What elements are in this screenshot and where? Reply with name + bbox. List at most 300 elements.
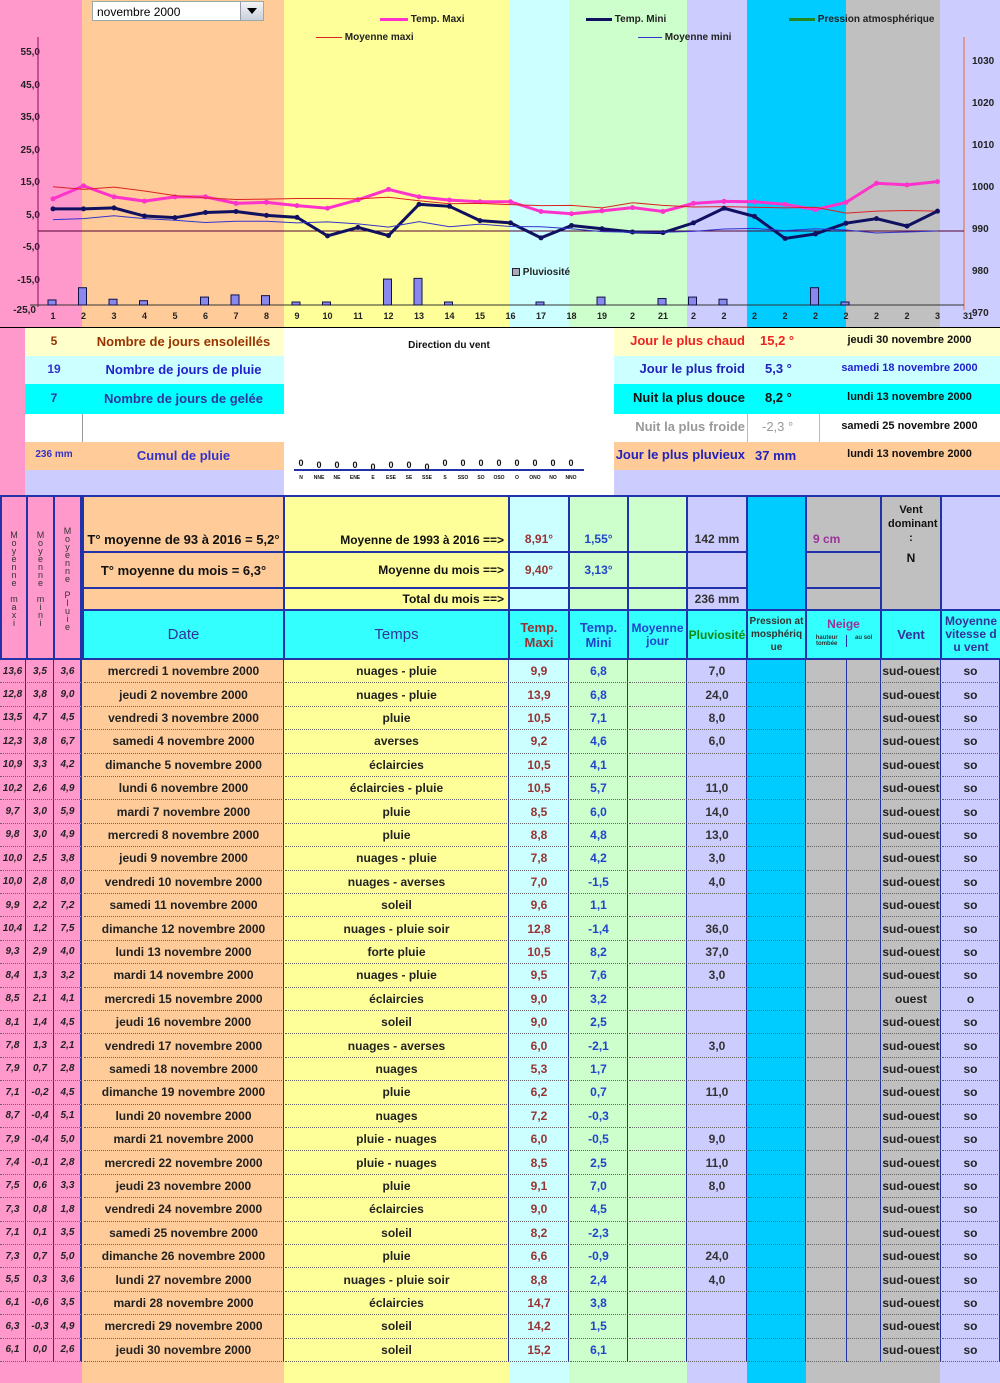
total-pluie-value: 236 mm: [688, 589, 746, 609]
record-mildest-night: [614, 384, 1000, 414]
cell-moyenne-jour: [629, 964, 687, 987]
cell-vitesse-vent: so: [942, 754, 1000, 777]
cell-neige-sol: [847, 964, 881, 987]
data-point: [600, 208, 605, 213]
cell-moyenne-pluie: 4,0: [55, 941, 82, 964]
cell-date: lundi 20 novembre 2000: [84, 1105, 284, 1128]
cell-temp-mini: -1,4: [570, 917, 628, 940]
cell-temps: soleil: [285, 894, 509, 917]
cell-neige-tombee: [807, 964, 847, 987]
cell-date: mardi 28 novembre 2000: [84, 1292, 284, 1315]
cell-neige-sol: [847, 730, 881, 753]
cell-date: mardi 14 novembre 2000: [84, 964, 284, 987]
wind-value: 0: [496, 458, 502, 468]
cell-moyenne-jour: [629, 1315, 687, 1338]
wind-chart-title: Direction du vent: [408, 340, 490, 351]
cell-pression: [748, 1339, 806, 1362]
cell-date: jeudi 23 novembre 2000: [84, 1175, 284, 1198]
cell-vitesse-vent: o: [942, 988, 1000, 1011]
record-label: Jour le plus pluvieux: [615, 447, 745, 462]
cell-temp-maxi: 8,2: [510, 1222, 569, 1245]
summary-value: 19: [47, 362, 61, 376]
table-row: [0, 847, 1000, 870]
cell-pression: [748, 871, 806, 894]
cell-vent: sud-ouest: [882, 777, 941, 800]
cell-neige-tombee: [807, 1268, 847, 1291]
cell-neige-tombee: [807, 1151, 847, 1174]
cell-moyenne-maxi: 7,3: [0, 1198, 26, 1221]
table-row: [0, 964, 1000, 987]
y-tick: -25,0: [13, 305, 36, 316]
cell-neige-sol: [847, 1058, 881, 1081]
wind-value: 0: [316, 460, 322, 470]
cell-moyenne-mini: 0,1: [27, 1222, 54, 1245]
y-tick: -15,0: [17, 275, 40, 286]
cell-vitesse-vent: so: [942, 800, 1000, 823]
pink-strip: [0, 328, 25, 495]
side-header-moyenne-mini: [28, 497, 53, 658]
cell-vent: sud-ouest: [882, 800, 941, 823]
cell-moyenne-mini: -0,3: [27, 1315, 54, 1338]
cell-pression: [748, 1058, 806, 1081]
table-row: [0, 683, 1000, 706]
cell-moyenne-mini: 2,1: [27, 988, 54, 1011]
data-table: [0, 660, 1000, 1383]
cell-pluviosite: 8,0: [688, 707, 747, 730]
table-row: [0, 1175, 1000, 1198]
cell-moyenne-jour: [629, 824, 687, 847]
cell-pression: [748, 1105, 806, 1128]
cell-temp-mini: 1,1: [570, 894, 628, 917]
record-date: lundi 13 novembre 2000: [847, 448, 972, 460]
data-point: [569, 223, 574, 228]
x-tick: 19: [596, 311, 607, 321]
cell-vitesse-vent: so: [942, 707, 1000, 730]
cell-moyenne-mini: -0,2: [27, 1081, 54, 1104]
x-tick: 15: [474, 311, 485, 321]
cell-pression: [748, 683, 806, 706]
cell-temps: pluie: [285, 1175, 509, 1198]
cell-moyenne-pluie: 4,9: [55, 777, 82, 800]
x-tick: 8: [263, 311, 269, 321]
x-tick: 9: [294, 311, 300, 321]
data-point: [691, 201, 696, 206]
cell-pluviosite: [688, 1222, 747, 1245]
cell-moyenne-pluie: 1,8: [55, 1198, 82, 1221]
wind-value: 0: [532, 458, 538, 468]
cell-neige-tombee: [807, 847, 847, 870]
x-tick: 21: [657, 311, 668, 321]
cell-moyenne-mini: 0,7: [27, 1058, 54, 1081]
cell-vent: sud-ouest: [882, 941, 941, 964]
x-tick: 2: [782, 311, 788, 321]
cell-moyenne-pluie: 3,6: [55, 1268, 82, 1291]
table-row: [0, 1128, 1000, 1151]
rain-bar: [109, 299, 117, 305]
cell-neige-tombee: [807, 917, 847, 940]
chart-plot: [0, 0, 1000, 327]
cell-moyenne-mini: 3,8: [27, 730, 54, 753]
cell-date: lundi 13 novembre 2000: [84, 941, 284, 964]
cell-neige-sol: [847, 1151, 881, 1174]
cell-vitesse-vent: so: [942, 871, 1000, 894]
x-tick: 17: [535, 311, 546, 321]
cell-date: jeudi 30 novembre 2000: [84, 1339, 284, 1362]
table-row: [0, 1011, 1000, 1034]
data-point: [447, 204, 452, 209]
cell-moyenne-mini: 0,6: [27, 1175, 54, 1198]
cell-neige-tombee: [807, 1128, 847, 1151]
rain-bar: [811, 288, 819, 305]
x-tick: 16: [505, 311, 516, 321]
cell-moyenne-mini: 3,3: [27, 754, 54, 777]
table-row: [0, 1315, 1000, 1338]
cell-moyenne-jour: [629, 1222, 687, 1245]
data-point: [81, 183, 86, 188]
cell-temp-mini: 6,0: [570, 800, 628, 823]
cell-moyenne-maxi: 7,1: [0, 1081, 26, 1104]
cell-temp-mini: 7,6: [570, 964, 628, 987]
cell-vent: sud-ouest: [882, 1292, 941, 1315]
data-point: [142, 214, 147, 219]
cell-vent: sud-ouest: [882, 730, 941, 753]
table-row: [0, 707, 1000, 730]
cell-moyenne-maxi: 6,1: [0, 1339, 26, 1362]
series-line: [53, 182, 938, 214]
cell-vent: sud-ouest: [882, 894, 941, 917]
blank-cell: [807, 589, 880, 609]
table-row: [0, 824, 1000, 847]
cell-vitesse-vent: so: [942, 941, 1000, 964]
cell-pluviosite: [688, 1315, 747, 1338]
table-row: [0, 1081, 1000, 1104]
cell-pression: [748, 1011, 806, 1034]
cell-neige-sol: [847, 1105, 881, 1128]
cell-date: dimanche 5 novembre 2000: [84, 754, 284, 777]
cell-vitesse-vent: so: [942, 1011, 1000, 1034]
cell-neige-tombee: [807, 1058, 847, 1081]
cell-vent: sud-ouest: [882, 1011, 941, 1034]
cell-temp-maxi: 10,5: [510, 707, 569, 730]
cell-pression: [748, 1081, 806, 1104]
x-tick: 31: [962, 311, 973, 321]
legend-label: Moyenne maxi: [344, 32, 414, 43]
cell-moyenne-jour: [629, 871, 687, 894]
cell-neige-sol: [847, 1128, 881, 1151]
summary-label: Nombre de jours de pluie: [105, 362, 262, 377]
cell-date: vendredi 3 novembre 2000: [84, 707, 284, 730]
divider: [747, 414, 748, 442]
cell-temp-maxi: 13,9: [510, 683, 569, 706]
data-point: [508, 220, 513, 225]
wind-value: 0: [334, 460, 340, 470]
data-point: [203, 194, 208, 199]
cell-moyenne-mini: 2,9: [27, 941, 54, 964]
cell-vitesse-vent: so: [942, 824, 1000, 847]
cell-temps: pluie - nuages: [285, 1151, 509, 1174]
blank-cell: [629, 589, 686, 609]
cell-vent: sud-ouest: [882, 1198, 941, 1221]
cell-moyenne-pluie: 5,9: [55, 800, 82, 823]
col-header-maxi: Temp. Maxi: [510, 611, 568, 658]
cell-vitesse-vent: so: [942, 964, 1000, 987]
col-header-pluie: Pluviosité: [688, 611, 746, 658]
cell-temps: nuages - averses: [285, 1034, 509, 1057]
cell-temp-maxi: 14,7: [510, 1292, 569, 1315]
wind-direction-label: OSO: [493, 475, 505, 481]
cell-moyenne-pluie: 3,5: [55, 1222, 82, 1245]
cell-moyenne-pluie: 4,5: [55, 1081, 82, 1104]
cell-neige-tombee: [807, 941, 847, 964]
data-point: [539, 209, 544, 214]
wind-value: 0: [406, 460, 412, 470]
cell-vent: sud-ouest: [882, 1339, 941, 1362]
cell-temps: nuages - pluie: [285, 660, 509, 683]
cell-moyenne-jour: [629, 1105, 687, 1128]
cell-vent: sud-ouest: [882, 847, 941, 870]
cell-moyenne-mini: 0,3: [27, 1268, 54, 1291]
cell-temp-maxi: 7,0: [510, 871, 569, 894]
cell-temp-maxi: 9,0: [510, 1011, 569, 1034]
cell-moyenne-pluie: 4,2: [55, 754, 82, 777]
x-tick: 3: [934, 311, 940, 321]
cell-temps: pluie: [285, 824, 509, 847]
col-header-vitesse: Moyenne vitesse du vent: [942, 611, 1000, 658]
cell-date: vendredi 24 novembre 2000: [84, 1198, 284, 1221]
hist-mini-value: 1,55°: [570, 497, 627, 551]
side-header-label: Moyenne Pluie: [62, 525, 73, 630]
rain-bar: [536, 302, 544, 305]
data-point: [935, 209, 940, 214]
cell-date: vendredi 17 novembre 2000: [84, 1034, 284, 1057]
x-tick: 3: [111, 311, 117, 321]
cell-pluviosite: 24,0: [688, 1245, 747, 1268]
table-row: [0, 800, 1000, 823]
wind-direction-label: NNE: [313, 475, 325, 481]
cell-pression: [748, 1292, 806, 1315]
wind-direction-label: ESE: [385, 475, 396, 481]
cell-moyenne-pluie: 2,8: [55, 1058, 82, 1081]
cell-pluviosite: [688, 1105, 747, 1128]
cell-date: mardi 7 novembre 2000: [84, 800, 284, 823]
neige-tombee-label: hauteur tombée: [807, 635, 847, 647]
table-row: [0, 1292, 1000, 1315]
wind-direction-label: NE: [333, 475, 341, 481]
weather-chart: [0, 0, 1000, 329]
record-label: Nuit la plus douce: [633, 390, 745, 405]
cell-temp-mini: 5,7: [570, 777, 628, 800]
cell-temps: nuages - pluie: [285, 847, 509, 870]
rain-bar: [79, 288, 87, 305]
cell-pression: [748, 707, 806, 730]
cell-temp-mini: 6,8: [570, 683, 628, 706]
cell-vitesse-vent: so: [942, 730, 1000, 753]
cell-temps: pluie: [285, 707, 509, 730]
x-tick: 2: [843, 311, 849, 321]
cell-neige-sol: [847, 871, 881, 894]
data-point: [478, 218, 483, 223]
legend-label: Pression atmosphérique: [817, 14, 935, 25]
neige-label: Neige: [827, 617, 860, 631]
cell-temp-mini: 4,6: [570, 730, 628, 753]
cell-moyenne-mini: -0,4: [27, 1105, 54, 1128]
cell-pression: [748, 1245, 806, 1268]
data-point: [203, 210, 208, 215]
cell-neige-tombee: [807, 1198, 847, 1221]
wind-value: 0: [460, 458, 466, 468]
cell-vitesse-vent: so: [942, 1175, 1000, 1198]
rain-bar: [323, 302, 331, 305]
wind-direction-label: ENE: [349, 475, 361, 481]
cell-vent: ouest: [882, 988, 941, 1011]
wind-direction-label: SE: [405, 475, 413, 481]
cell-pression: [748, 1034, 806, 1057]
data-point: [905, 224, 910, 229]
x-tick: 12: [383, 311, 394, 321]
cell-temp-maxi: 6,0: [510, 1128, 569, 1151]
wind-value: 0: [568, 458, 574, 468]
side-header-label: Moyenne maxi: [9, 529, 19, 626]
y-tick: -5,0: [22, 242, 40, 253]
cell-moyenne-maxi: 7,3: [0, 1245, 26, 1268]
cell-pluviosite: [688, 1292, 747, 1315]
cell-moyenne-pluie: 3,3: [55, 1175, 82, 1198]
cell-vitesse-vent: so: [942, 1245, 1000, 1268]
summary-row-rain: [25, 356, 284, 384]
x-tick: 5: [172, 311, 178, 321]
data-point: [752, 214, 757, 219]
cell-temps: forte pluie: [285, 941, 509, 964]
cell-temp-maxi: 9,2: [510, 730, 569, 753]
data-point: [51, 206, 56, 211]
cell-pluviosite: 11,0: [688, 777, 747, 800]
cell-neige-tombee: [807, 1292, 847, 1315]
col-header-pression: Pression atmosphérique: [748, 611, 805, 658]
cell-moyenne-jour: [629, 1081, 687, 1104]
cell-moyenne-maxi: 8,5: [0, 988, 26, 1011]
cell-moyenne-maxi: 9,3: [0, 941, 26, 964]
legend-label: Temp. Maxi: [410, 14, 465, 25]
cell-moyenne-mini: -0,4: [27, 1128, 54, 1151]
record-date: jeudi 30 novembre 2000: [847, 334, 972, 346]
cell-pluviosite: 37,0: [688, 941, 747, 964]
cell-moyenne-pluie: 6,7: [55, 730, 82, 753]
cell-pluviosite: [688, 1198, 747, 1221]
cell-date: jeudi 2 novembre 2000: [84, 683, 284, 706]
col-header-mini: Temp. Mini: [570, 611, 627, 658]
record-rainiest: [614, 442, 1000, 470]
record-label: Jour le plus froid: [639, 361, 745, 376]
cell-temp-mini: 0,7: [570, 1081, 628, 1104]
wind-value: 0: [424, 462, 430, 472]
cell-temp-mini: 2,5: [570, 1011, 628, 1034]
cell-moyenne-jour: [629, 1175, 687, 1198]
cell-temp-maxi: 9,5: [510, 964, 569, 987]
cell-vitesse-vent: so: [942, 894, 1000, 917]
cell-neige-sol: [847, 1198, 881, 1221]
cell-vitesse-vent: so: [942, 1128, 1000, 1151]
cell-temp-mini: -0,3: [570, 1105, 628, 1128]
data-point: [112, 205, 117, 210]
data-point: [325, 206, 330, 211]
cell-temp-maxi: 6,0: [510, 1034, 569, 1057]
cell-moyenne-jour: [629, 754, 687, 777]
cell-moyenne-jour: [629, 800, 687, 823]
cell-moyenne-maxi: 7,1: [0, 1222, 26, 1245]
cell-temps: éclaircies: [285, 988, 509, 1011]
wind-direction-label: SSO: [457, 475, 469, 481]
cell-temp-maxi: 8,8: [510, 1268, 569, 1291]
cell-date: mercredi 15 novembre 2000: [84, 988, 284, 1011]
blank-cell: [688, 553, 746, 587]
record-coldest: [614, 356, 1000, 384]
cell-vent: sud-ouest: [882, 1315, 941, 1338]
data-point: [81, 206, 86, 211]
table-row: [0, 1034, 1000, 1057]
cell-date: samedi 18 novembre 2000: [84, 1058, 284, 1081]
wind-direction-label: N: [299, 475, 303, 481]
cell-neige-sol: [847, 1268, 881, 1291]
cell-pluviosite: [688, 1339, 747, 1362]
total-row-label: Total du mois ==>: [285, 589, 508, 609]
cell-neige-sol: [847, 777, 881, 800]
data-point: [173, 215, 178, 220]
cell-neige-tombee: [807, 660, 847, 683]
data-point: [234, 209, 239, 214]
cell-temp-maxi: 12,8: [510, 917, 569, 940]
cell-moyenne-mini: 1,2: [27, 917, 54, 940]
x-tick: 18: [566, 311, 577, 321]
cell-date: samedi 11 novembre 2000: [84, 894, 284, 917]
cell-neige-sol: [847, 1034, 881, 1057]
cell-moyenne-jour: [629, 1245, 687, 1268]
cell-temp-mini: -1,5: [570, 871, 628, 894]
record-date: samedi 25 novembre 2000: [841, 420, 978, 432]
y2-tick: 980: [972, 266, 989, 277]
cell-moyenne-pluie: 2,1: [55, 1034, 82, 1057]
data-point: [874, 216, 879, 221]
record-hottest: [614, 328, 1000, 356]
cell-temps: éclaircies: [285, 1198, 509, 1221]
cell-neige-tombee: [807, 800, 847, 823]
y-tick: 45,0: [20, 80, 40, 91]
cell-moyenne-maxi: 12,8: [0, 683, 26, 706]
cell-temp-mini: 4,5: [570, 1198, 628, 1221]
cell-neige-tombee: [807, 730, 847, 753]
wind-direction-label: NO: [549, 475, 557, 481]
hist-maxi-value: 8,91°: [510, 497, 568, 551]
cell-pluviosite: 9,0: [688, 1128, 747, 1151]
data-point: [295, 215, 300, 220]
cell-moyenne-jour: [629, 894, 687, 917]
cell-vent: sud-ouest: [882, 1268, 941, 1291]
cell-vitesse-vent: so: [942, 1198, 1000, 1221]
cell-pluviosite: [688, 894, 747, 917]
wind-direction-label: NNO: [565, 475, 577, 481]
record-date: samedi 18 novembre 2000: [841, 362, 978, 374]
cell-temp-mini: 2,5: [570, 1151, 628, 1174]
summary-area: [0, 328, 1000, 495]
wind-value: 0: [370, 462, 376, 472]
cell-vent: sud-ouest: [882, 871, 941, 894]
cell-moyenne-pluie: 2,8: [55, 1151, 82, 1174]
cell-neige-tombee: [807, 1011, 847, 1034]
cell-neige-sol: [847, 1081, 881, 1104]
cell-moyenne-mini: 2,2: [27, 894, 54, 917]
cell-moyenne-jour: [629, 777, 687, 800]
cell-moyenne-jour: [629, 941, 687, 964]
x-tick: 7: [233, 311, 239, 321]
